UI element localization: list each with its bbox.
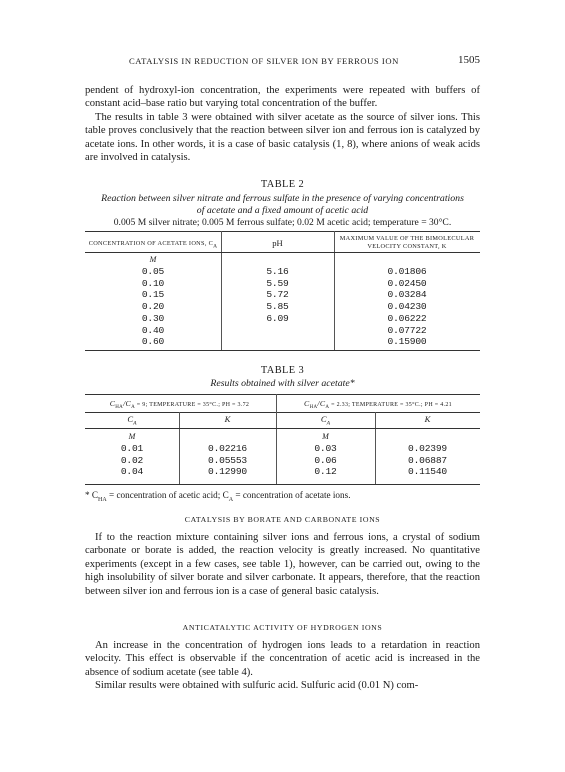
page-number: 1505 bbox=[458, 54, 480, 66]
table-2-cell-ca: 0.30 bbox=[141, 312, 165, 324]
section-hydrogen-paragraph: An increase in the concentration of hydrogen ions leads to a retardation in reaction velocity. This effect is observable if the concentration of acetic acid is increased in the absence of sodium acetate (see table 4). bbox=[85, 640, 480, 678]
table-2-bottom-rule bbox=[85, 350, 480, 351]
table-2-cell-k: 0.03284 bbox=[387, 289, 427, 301]
table-3-title: TABLE 3 bbox=[260, 365, 305, 376]
table-2-caption-line-2: of acetate and a fixed amount of acetic acid bbox=[196, 204, 369, 216]
intro-text bbox=[85, 84, 480, 164]
table-3-cell-k2: 0.06887 bbox=[408, 454, 447, 466]
section-heading-hydrogen: ANTICATALYTIC ACTIVITY OF HYDROGEN IONS bbox=[182, 623, 383, 632]
table-2-cell-ca: 0.60 bbox=[141, 336, 165, 348]
table-3-cell-k2: 0.11540 bbox=[408, 466, 447, 478]
table-2-cell-ca: 0.10 bbox=[141, 277, 165, 289]
table-3-header-ca-2: $C_A$ bbox=[320, 414, 331, 427]
table-3-cell-ca1: 0.04 bbox=[120, 466, 144, 478]
table-3-top-rule bbox=[85, 394, 480, 395]
table-3-group-rule bbox=[85, 412, 480, 413]
table-2-title: TABLE 2 bbox=[260, 179, 305, 190]
table-2-header-ph: pH bbox=[272, 238, 283, 248]
table-3-unit-1: M bbox=[128, 432, 136, 441]
table-3-header-ca-1: $C_A$ bbox=[127, 414, 137, 427]
table-2-cell-k: 0.04230 bbox=[387, 301, 427, 313]
table-3-cell-ca2: 0.06 bbox=[314, 454, 337, 466]
table-2-cell-ph: 6.09 bbox=[266, 312, 289, 324]
section-hydrogen-paragraph-2: Similar results were obtained with sulfuric acid. Sulfuric acid (0.01 N) com- bbox=[95, 680, 419, 692]
table-2-unit: M bbox=[149, 255, 157, 264]
table-3-cell-ca1: 0.02 bbox=[120, 454, 144, 466]
section-borate-body bbox=[85, 531, 480, 598]
table-3-cell-ca2: 0.12 bbox=[314, 466, 337, 478]
table-2-caption-line-1: Reaction between silver nitrate and ferrous sulfate in the presence of varying concentrations bbox=[101, 193, 464, 204]
table-2-cell-ph: 5.59 bbox=[266, 277, 289, 289]
section-heading-borate: CATALYSIS BY BORATE AND CARBONATE IONS bbox=[184, 515, 381, 524]
table-2-cell-k: 0.07722 bbox=[387, 324, 427, 336]
table-2-cell-k: 0.02450 bbox=[387, 277, 427, 289]
table-3-cell-k1: 0.02216 bbox=[208, 443, 247, 454]
table-2-header-rule bbox=[85, 252, 480, 253]
paragraph-2: The results in table 3 were obtained with silver acetate as the source of silver ions. This table proves conclusively that the reaction between silver ion and ferrous ion is catalyzed by acetate ions. In other words, it is a case of basic catalysis (1, 8), where anions of weak acids are involved in catalysis. bbox=[85, 111, 480, 164]
table-2-cell-k: 0.06222 bbox=[387, 312, 427, 324]
table-3-header-k-2: K bbox=[424, 414, 431, 424]
table-3-caption: Results obtained with silver acetate* bbox=[210, 378, 355, 389]
table-2-cell-k: 0.01806 bbox=[387, 266, 427, 277]
table-2-cell-ph: 5.85 bbox=[266, 301, 289, 313]
table-2-cell-ph: 5.72 bbox=[266, 289, 289, 301]
table-2-cell-ca: 0.40 bbox=[141, 324, 165, 336]
section-borate-paragraph: If to the reaction mixture containing silver ions and ferrous ions, a crystal of sodium carbonate or borate is added, the reaction velocity is greatly increased. No quantitative experiments (except in a few cases, see table 1), however, can be carried out, owing to the high insolubility of silver borate and silver carbonate. It appears, therefore, that the reaction between silver ion and ferrous ion is a case of general basic catalysis. bbox=[85, 532, 480, 597]
running-head-title: CATALYSIS IN REDUCTION OF SILVER ION BY FERROUS ION bbox=[129, 56, 399, 66]
table-3-unit-2: M bbox=[322, 432, 329, 441]
table-3-cell-ca2: 0.03 bbox=[314, 443, 337, 454]
running-head bbox=[85, 54, 480, 68]
table-2-cell-ca: 0.05 bbox=[141, 266, 165, 277]
table-3-footnote: * $C_{HA}$ = concentration of acetic acid; $C_A$ = concentration of acetate ions. bbox=[85, 490, 351, 503]
table-2-cell-ph: 5.16 bbox=[266, 266, 289, 277]
table-2-header-k: MAXIMUM VALUE OF THE BIMOLECULAR VELOCITY CONSTANT, K bbox=[339, 235, 475, 250]
table-3-header-rule bbox=[85, 428, 480, 429]
table-3-group-right: $C_{HA}/C_A = 2.33$; TEMPERATURE = 35°C.; PH = 4.21 bbox=[304, 399, 452, 411]
table-2-header-ca: CONCENTRATION OF ACETATE IONS, $C_A$ bbox=[88, 240, 218, 250]
table-2-caption bbox=[85, 193, 480, 217]
paragraph-1: pendent of hydroxyl-ion concentration, the experiments were repeated with buffers of constant acid–base ratio but varying total concentration of the buffer. bbox=[85, 85, 480, 110]
table-3-cell-k2: 0.02399 bbox=[408, 443, 447, 454]
table-2-cell-ca: 0.15 bbox=[141, 289, 165, 301]
table-2-conditions: 0.005 M silver nitrate; 0.005 M ferrous sulfate; 0.02 M acetic acid; temperature = 30°C. bbox=[113, 217, 452, 228]
table-3-cell-k1: 0.12990 bbox=[208, 466, 247, 478]
table-2-cell-ca: 0.20 bbox=[141, 301, 165, 313]
table-2-cell-k: 0.15900 bbox=[387, 336, 427, 348]
table-3-cell-ca1: 0.01 bbox=[120, 443, 144, 454]
table-2-top-rule bbox=[85, 231, 480, 232]
table-3-bottom-rule bbox=[85, 484, 480, 485]
table-3-cell-k1: 0.05553 bbox=[208, 454, 247, 466]
table-3-header-k-1: K bbox=[224, 414, 231, 424]
table-3-group-left: $C_{HA}/C_A = 9$; TEMPERATURE = 35°C.; PH = 3.72 bbox=[109, 399, 250, 411]
section-hydrogen-body bbox=[85, 639, 480, 693]
